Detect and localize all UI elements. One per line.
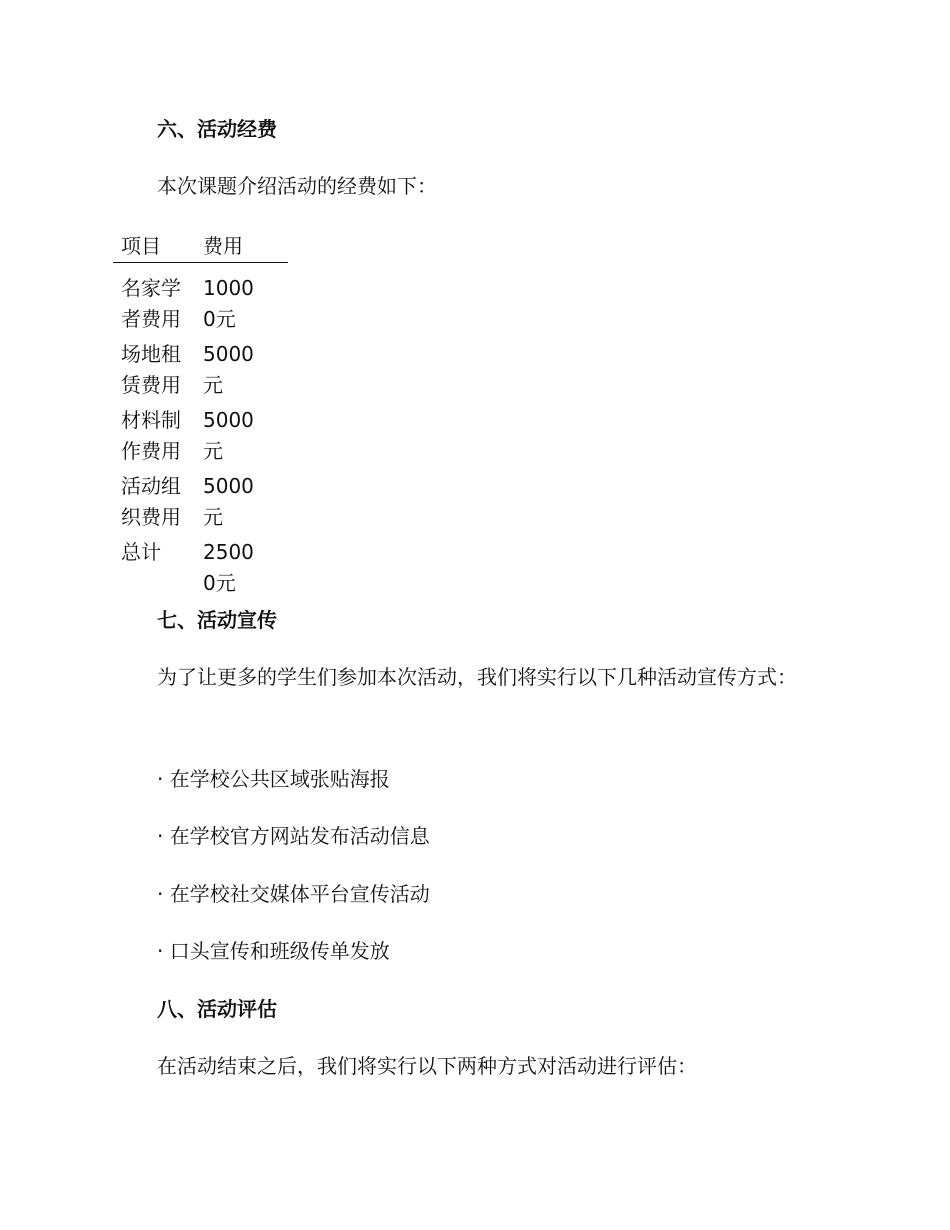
column-header-cost: 费用 (203, 234, 243, 258)
section-6-intro: 本次课题介绍活动的经费如下： (157, 174, 437, 198)
table-cell-cost: 5000元 (203, 408, 254, 463)
table-cell-cost: 10000元 (203, 276, 254, 331)
expense-table-header (113, 232, 288, 263)
list-item: · 在学校公共区域张贴海报 (157, 767, 390, 791)
section-6-heading: 六、活动经费 (157, 117, 277, 141)
list-item: · 在学校官方网站发布活动信息 (157, 824, 430, 848)
table-cell-item: 名家学者费用 (121, 276, 181, 331)
section-8-heading: 八、活动评估 (157, 997, 277, 1021)
section-8-intro: 在活动结束之后，我们将实行以下两种方式对活动进行评估： (157, 1054, 697, 1078)
table-cell-cost: 5000元 (203, 342, 254, 397)
table-row (113, 471, 288, 532)
table-cell-item: 活动组织费用 (121, 474, 181, 529)
table-row (113, 339, 288, 400)
table-cell-item: 总计 (121, 540, 161, 564)
list-item: · 在学校社交媒体平台宣传活动 (157, 882, 430, 906)
column-header-item: 项目 (121, 234, 161, 258)
table-row (113, 405, 288, 466)
list-item: · 口头宣传和班级传单发放 (157, 939, 390, 963)
section-7-heading: 七、活动宣传 (157, 608, 277, 632)
table-cell-cost: 5000元 (203, 474, 254, 529)
table-cell-item: 场地租赁费用 (121, 342, 181, 397)
table-row (113, 273, 288, 334)
table-row-total (113, 537, 288, 598)
table-cell-item: 材料制作费用 (121, 408, 181, 463)
section-7-intro: 为了让更多的学生们参加本次活动，我们将实行以下几种活动宣传方式： (157, 665, 797, 689)
table-cell-cost: 25000元 (203, 540, 254, 595)
expense-table (113, 232, 288, 598)
